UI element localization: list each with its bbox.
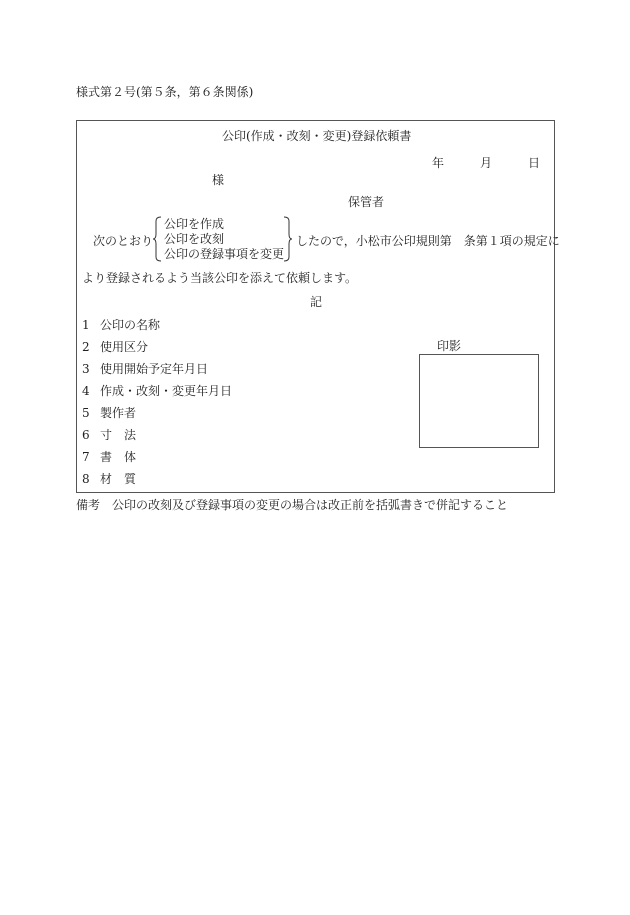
item-number: 7 bbox=[82, 450, 90, 464]
item-label: 製作者 bbox=[100, 406, 137, 420]
option-recarve: 公印を改刻 bbox=[164, 232, 225, 246]
item-label: 書 体 bbox=[100, 450, 137, 464]
item-label: 公印の名称 bbox=[100, 318, 161, 332]
date-year: 年 bbox=[432, 156, 445, 170]
item-number: 8 bbox=[82, 472, 90, 486]
option-create: 公印を作成 bbox=[164, 217, 225, 231]
date-day: 日 bbox=[528, 156, 541, 170]
form-title: 公印(作成・改刻・変更)登録依頼書 bbox=[222, 129, 412, 143]
item-number: 2 bbox=[82, 340, 90, 354]
item-number: 3 bbox=[82, 362, 90, 376]
item-label: 材 質 bbox=[100, 472, 137, 486]
item-label: 作成・改刻・変更年月日 bbox=[100, 384, 233, 398]
item-label: 寸 法 bbox=[100, 428, 137, 442]
addressee-suffix: 様 bbox=[212, 173, 225, 187]
right-bracket bbox=[283, 216, 293, 262]
requester-label: 保管者 bbox=[348, 195, 385, 209]
item-number: 6 bbox=[82, 428, 90, 442]
seal-impression-box bbox=[419, 354, 539, 448]
body-line2: より登録されるよう当該公印を添えて依頼します。 bbox=[82, 271, 358, 285]
item-label: 使用開始予定年月日 bbox=[100, 362, 209, 376]
item-number: 4 bbox=[82, 384, 90, 398]
form-number: 様式第２号(第５条，第６条関係) bbox=[76, 85, 254, 99]
body-suffix: したので，小松市公印規則第 条第１項の規定に bbox=[296, 234, 560, 248]
remarks-note: 備考 公印の改刻及び登録事項の変更の場合は改正前を括弧書きで併記すること bbox=[76, 498, 509, 512]
date-month: 月 bbox=[480, 156, 493, 170]
item-number: 1 bbox=[82, 318, 90, 332]
body-prefix: 次のとおり bbox=[93, 234, 154, 248]
ki-heading: 記 bbox=[310, 295, 323, 309]
option-change: 公印の登録事項を変更 bbox=[164, 247, 285, 261]
left-bracket bbox=[153, 216, 163, 262]
item-label: 使用区分 bbox=[100, 340, 149, 354]
seal-label: 印影 bbox=[437, 339, 462, 353]
item-number: 5 bbox=[82, 406, 90, 420]
